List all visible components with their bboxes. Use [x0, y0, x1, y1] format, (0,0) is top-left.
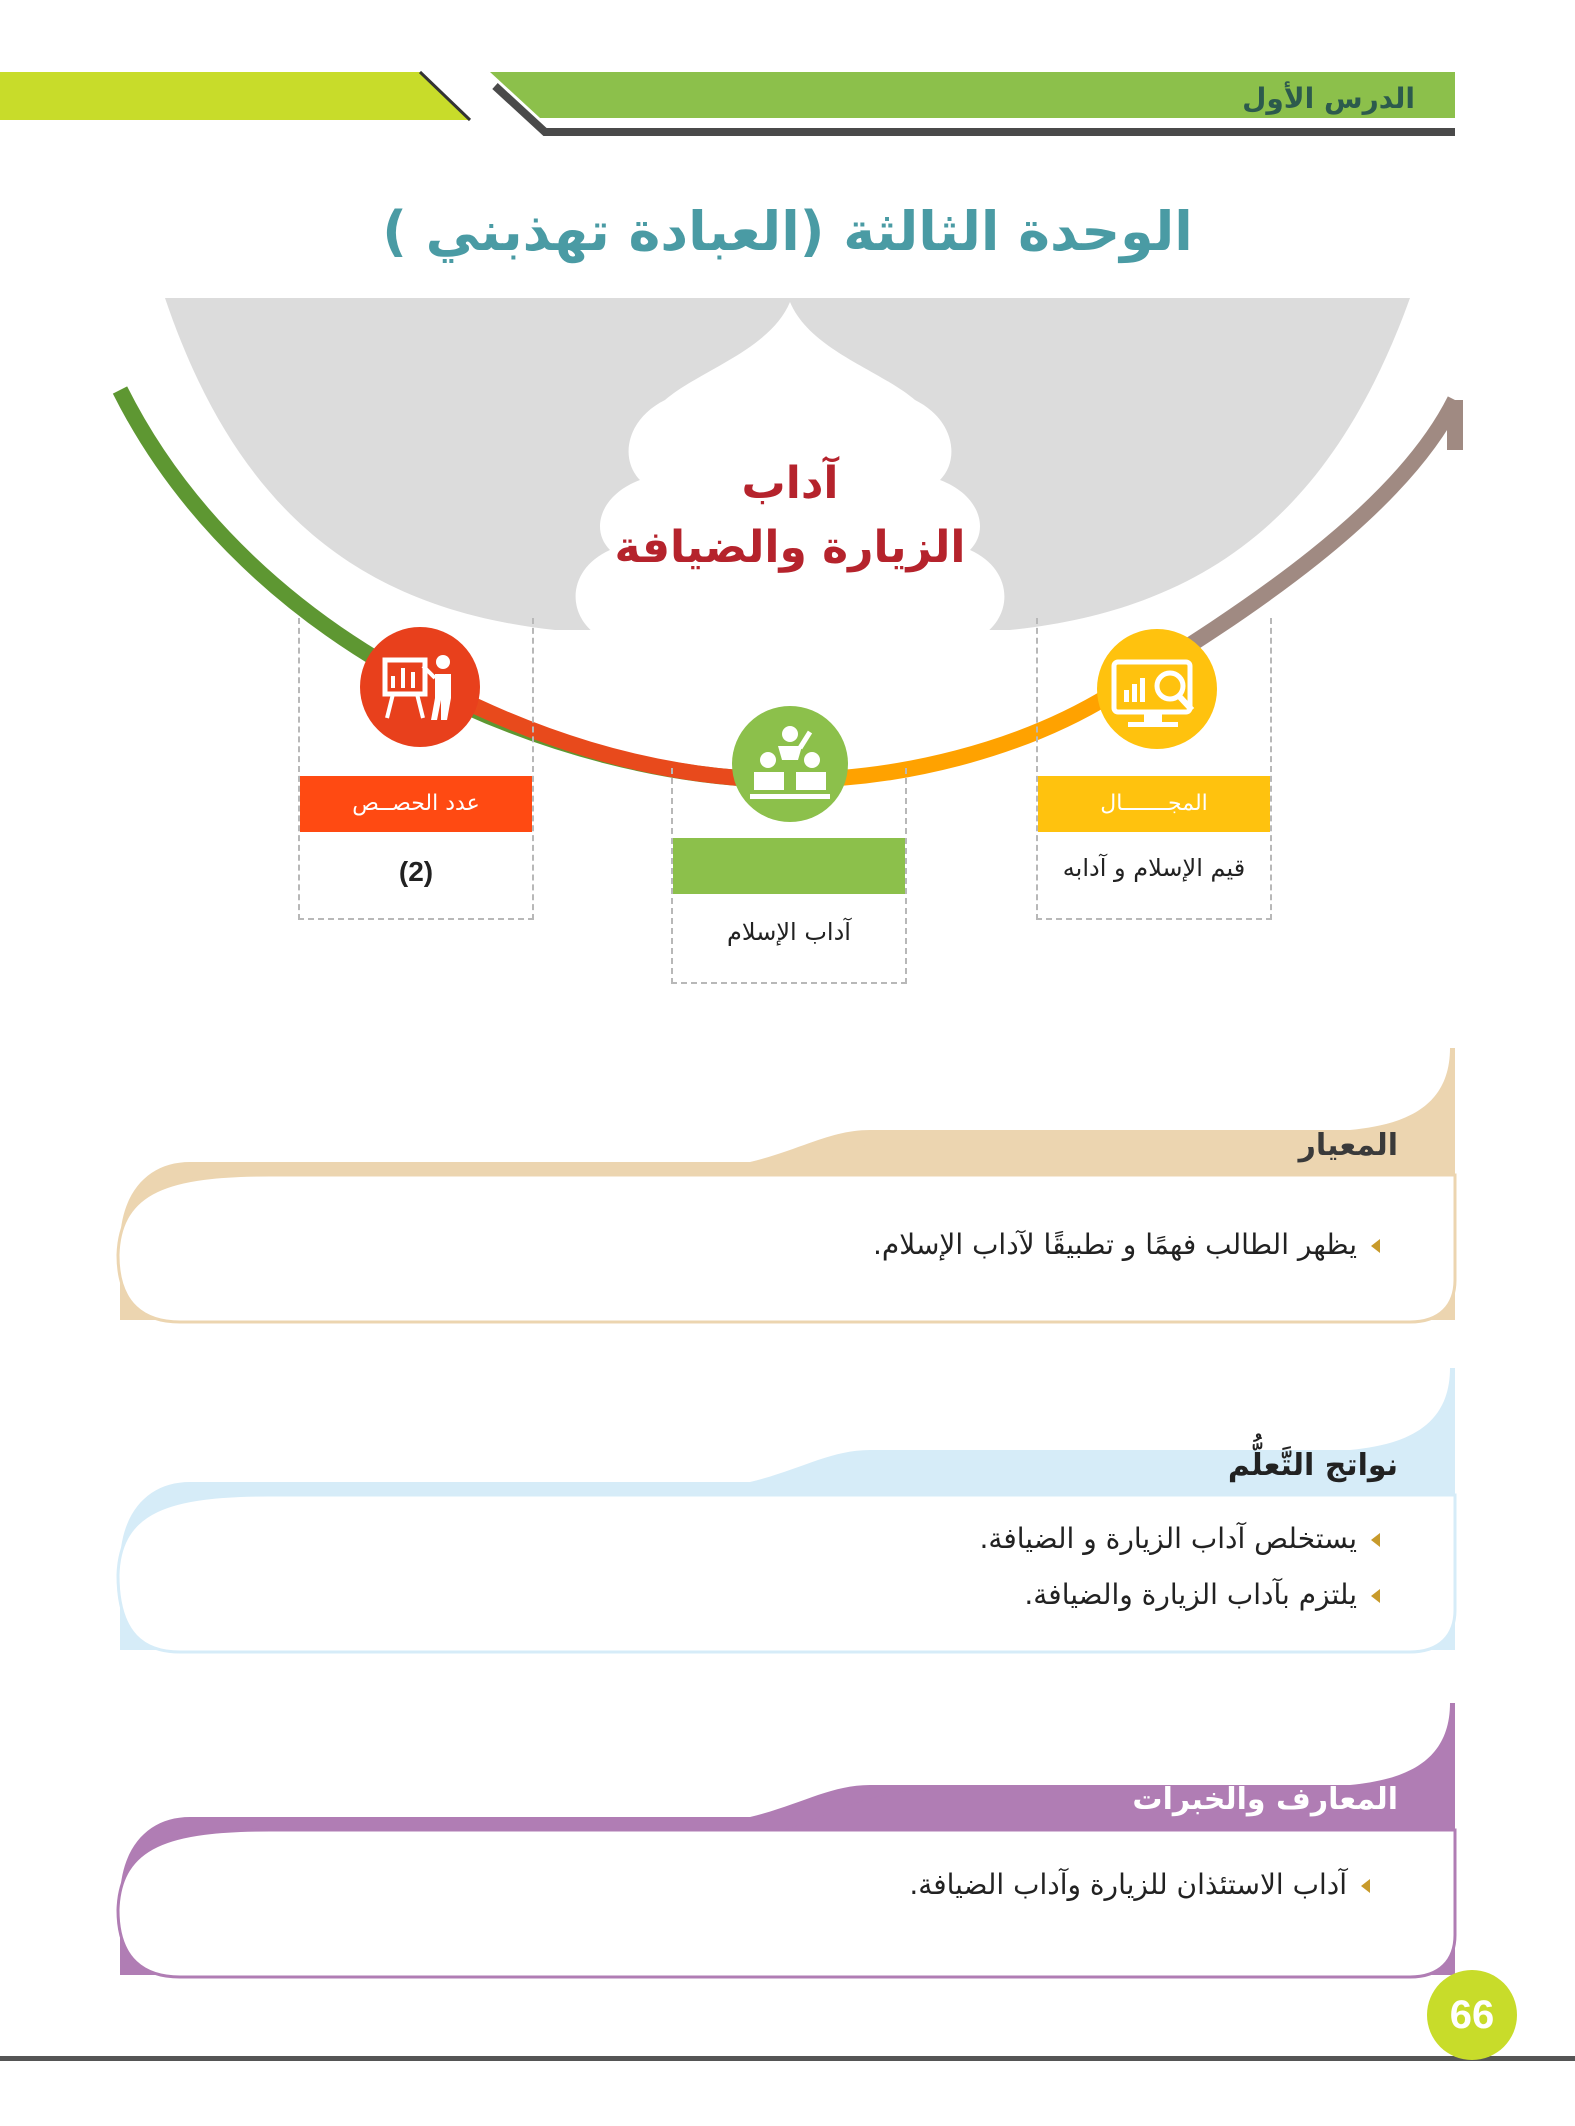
- bullet-icon: [1371, 1589, 1380, 1603]
- outcomes-item-2: [1024, 1578, 1380, 1611]
- sessions-card: [298, 618, 534, 920]
- outcomes-item-2-text: يلتزم بآداب الزيارة والضيافة.: [1024, 1578, 1357, 1611]
- lesson-label: الدرس الأول: [1242, 82, 1415, 115]
- sessions-value: (2): [398, 856, 434, 887]
- footer-line: [0, 2056, 1575, 2061]
- topic-line-1: آداب: [741, 458, 839, 509]
- middle-card: [671, 768, 907, 984]
- bullet-icon: [1371, 1533, 1380, 1547]
- outcomes-title: نواتج التَّعلُّم: [1227, 1448, 1398, 1483]
- sessions-label: عدد الحصــص: [300, 776, 532, 832]
- domain-label: المجـــــــال: [1038, 776, 1270, 832]
- unit-title: الوحدة الثالثة (العبادة تهذبني ): [382, 200, 1193, 263]
- knowledge-panel: [110, 1695, 1460, 1985]
- middle-value: آداب الإسلام: [727, 918, 851, 946]
- domain-value: قيم الإسلام و آدابه: [1062, 854, 1246, 882]
- outcomes-item-1-text: يستخلص آداب الزيارة و الضيافة.: [979, 1522, 1357, 1555]
- standard-panel: [110, 1040, 1460, 1330]
- standard-item: [873, 1228, 1380, 1261]
- topic-title: [520, 452, 1060, 580]
- knowledge-title: المعارف والخبرات: [1132, 1782, 1398, 1817]
- outcomes-item-1: [979, 1522, 1380, 1555]
- header-bars: [0, 0, 1575, 140]
- middle-label: [673, 838, 905, 894]
- standard-item-text: يظهر الطالب فهمًا و تطبيقًا لآداب الإسلام.: [873, 1228, 1357, 1261]
- domain-card: [1036, 618, 1272, 920]
- knowledge-item: [909, 1868, 1370, 1901]
- bullet-icon: [1361, 1879, 1370, 1893]
- knowledge-item-text: آداب الاستئذان للزيارة وآداب الضيافة.: [909, 1868, 1347, 1901]
- standard-title: المعيار: [1298, 1128, 1398, 1163]
- page-number: 66: [1427, 1970, 1517, 2060]
- bullet-icon: [1371, 1239, 1380, 1253]
- topic-line-2: الزيارة والضيافة: [614, 522, 966, 573]
- outcomes-panel: [110, 1360, 1460, 1660]
